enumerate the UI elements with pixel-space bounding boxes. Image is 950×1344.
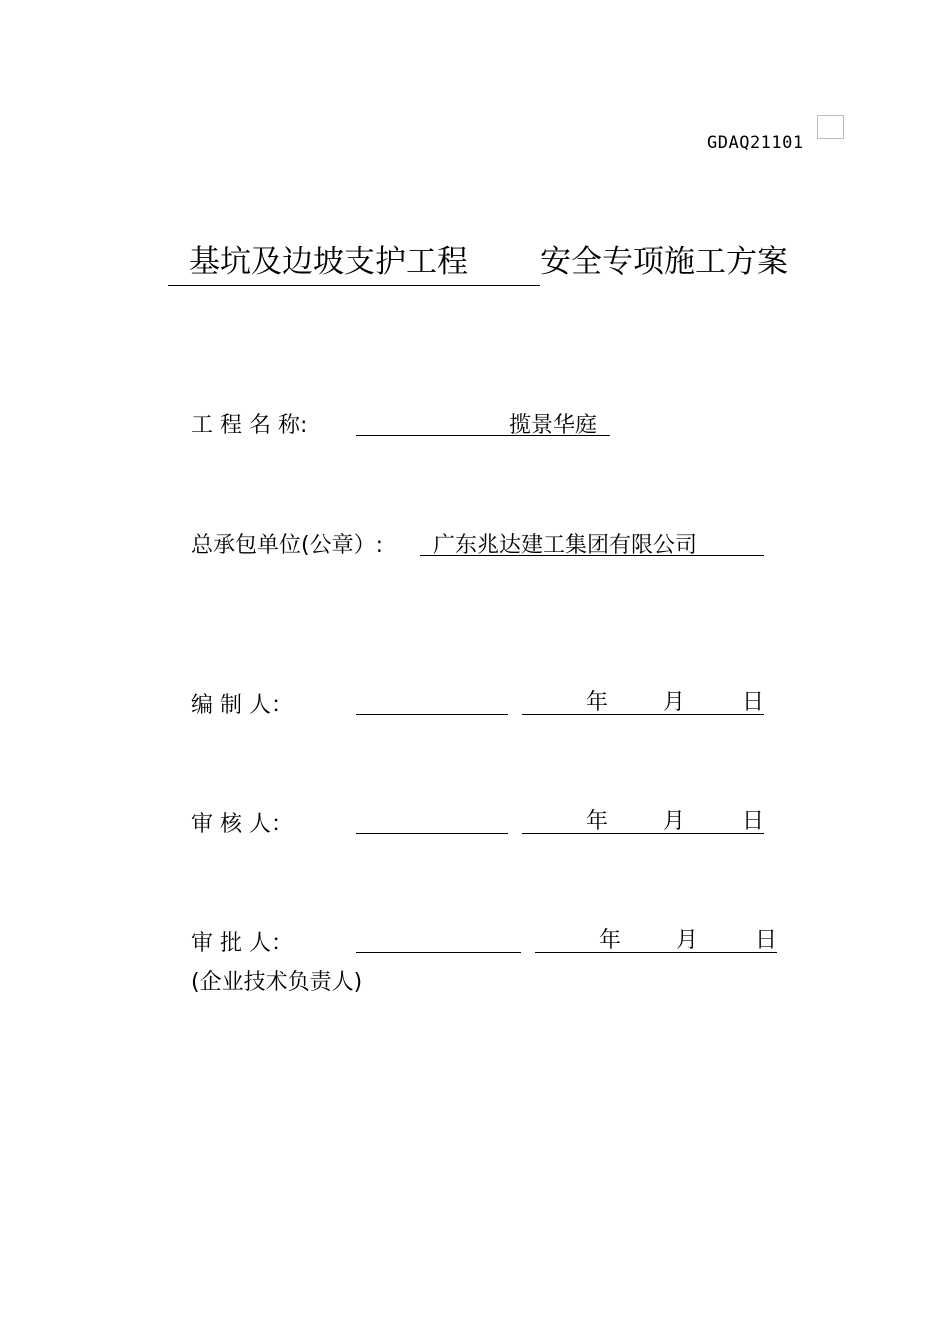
project-name-label: 工 程 名 称: [191, 413, 308, 438]
contractor-field [420, 528, 764, 556]
document-title [168, 236, 788, 286]
preparer-date [522, 685, 764, 715]
approver-signature-line [356, 923, 521, 953]
reviewer-signature-line [356, 804, 508, 834]
reviewer-label: 审 核 人： [191, 812, 293, 837]
project-name-value: 揽景华庭 [509, 413, 598, 438]
approver-date [535, 923, 777, 953]
day-unit: 日 [742, 809, 765, 834]
month-unit: 月 [663, 809, 686, 834]
contractor-label: 总承包单位(公章）: [191, 533, 383, 558]
approver-label: 审 批 人： [191, 931, 293, 956]
document-code: GDAQ21101 [707, 133, 804, 153]
year-unit: 年 [586, 690, 609, 715]
preparer-signature-line [356, 685, 508, 715]
year-unit: 年 [599, 928, 622, 953]
reviewer-date [522, 804, 764, 834]
title-project-type: 基坑及边坡支护工程 [168, 241, 540, 286]
approver-note: (企业技术负责人) [191, 970, 363, 995]
month-unit: 月 [676, 928, 699, 953]
month-unit: 月 [663, 690, 686, 715]
project-name-field [356, 408, 610, 436]
day-unit: 日 [742, 690, 765, 715]
corner-box [817, 115, 844, 139]
preparer-label: 编 制 人： [191, 693, 293, 718]
contractor-value: 广东兆达建工集团有限公司 [433, 533, 698, 558]
title-suffix: 安全专项施工方案 [540, 244, 788, 280]
year-unit: 年 [586, 809, 609, 834]
day-unit: 日 [755, 928, 778, 953]
